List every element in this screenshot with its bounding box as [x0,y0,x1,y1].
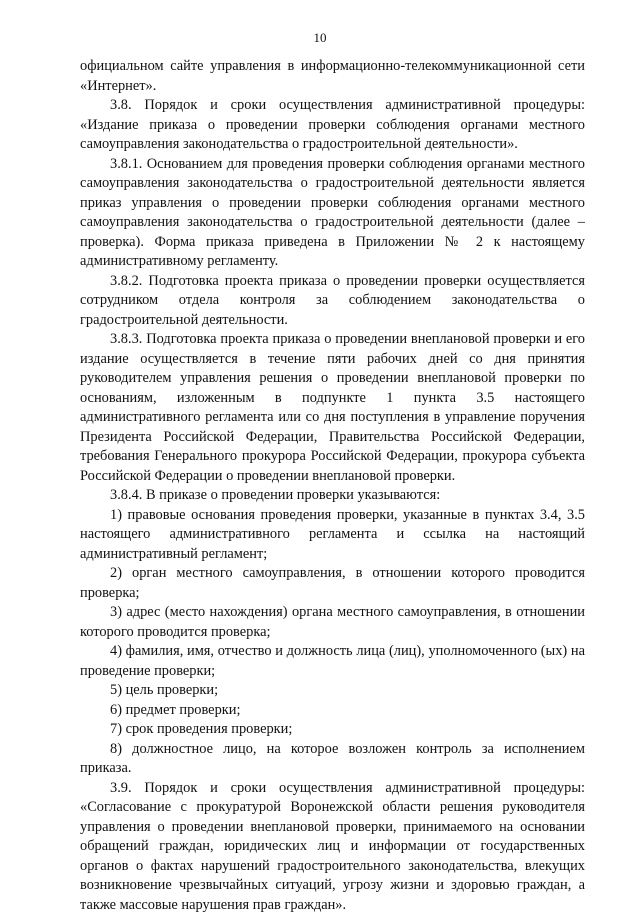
paragraph: 3) адрес (место нахождения) органа местного самоуправления, в отношении которого проводится проверка; [80,603,585,642]
paragraph: официальном сайте управления в информационно-телекоммуникационной сети «Интернет». [80,57,585,96]
paragraph: 3.9. Порядок и сроки осуществления административной процедуры: «Согласование с прокуратурой Воронежской области решения руководителя управления о проведении внеплановой проверки, принимаемого на основании обращений граждан, юридических лиц и информации от государственных органов о фактах нарушений градостроительного законодательства, влекущих возникновение чрезвычайных ситуаций, угрозу жизни и здоровью граждан, а также массовые нарушения прав граждан». [80,779,585,915]
paragraph: 2) орган местного самоуправления, в отношении которого проводится проверка; [80,564,585,603]
paragraph: 4) фамилия, имя, отчество и должность лица (лиц), уполномоченного (ых) на проведение проверки; [80,642,585,681]
paragraph: 5) цель проверки; [80,681,585,701]
paragraph: 8) должностное лицо, на которое возложен контроль за исполнением приказа. [80,740,585,779]
paragraph: 7) срок проведения проверки; [80,720,585,740]
paragraph: 3.8. Порядок и сроки осуществления административной процедуры: «Издание приказа о проведении проверки соблюдения органами местного самоуправления законодательства о градостроительной деятельности». [80,96,585,155]
paragraph: 1) правовые основания проведения проверки, указанные в пунктах 3.4, 3.5 настоящего административного регламента и ссылка на настоящий административный регламент; [80,506,585,565]
document-body [80,57,585,915]
paragraph: 3.8.4. В приказе о проведении проверки указываются: [80,486,585,506]
page-number: 10 [0,30,640,46]
paragraph: 3.8.3. Подготовка проекта приказа о проведении внеплановой проверки и его издание осуществляется в течение пяти рабочих дней со дня принятия руководителем управления решения о проведении внеплановой проверки по основаниям, изложенным в подпункте 1 пункта 3.5 настоящего административного регламента или со дня поступления в управление поручения Президента Российской Федерации, Правительства Российской Федерации, требования Генерального прокурора Российской Федерации, прокурора субъекта Российской Федерации о проведении внеплановой проверки. [80,330,585,486]
paragraph: 3.8.1. Основанием для проведения проверки соблюдения органами местного самоуправления законодательства о градостроительной деятельности является приказ управления о проведении проверки соблюдения органами местного самоуправления законодательства о градостроительной деятельности (далее – проверка). Форма приказа приведена в Приложении № 2 к настоящему административному регламенту. [80,155,585,272]
paragraph: 6) предмет проверки; [80,701,585,721]
paragraph: 3.8.2. Подготовка проекта приказа о проведении проверки осуществляется сотрудником отдела контроля за соблюдением законодательства о градостроительной деятельности. [80,272,585,331]
